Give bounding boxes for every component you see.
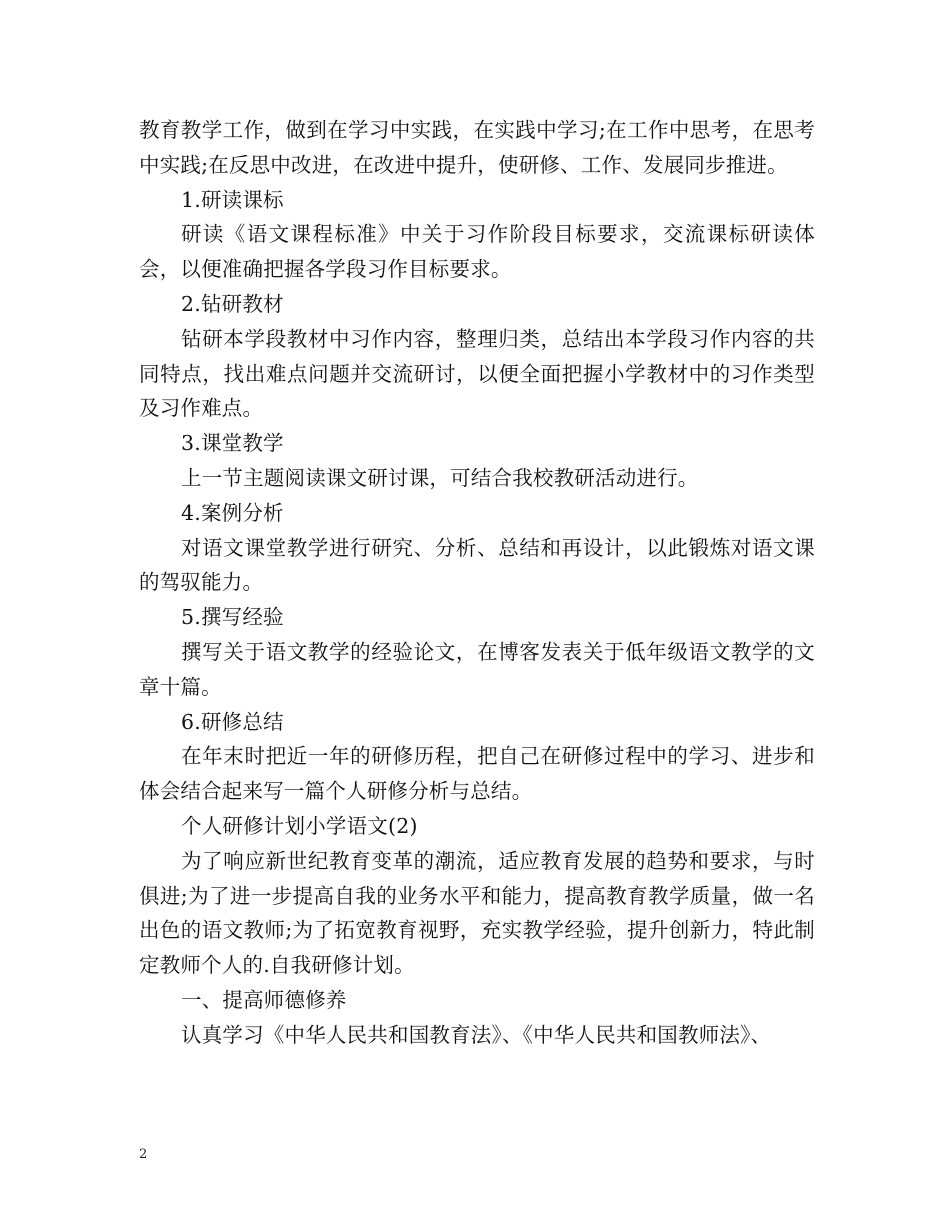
section-heading: 6.研修总结 [181,709,284,734]
paragraph: 对语文课堂教学进行研究、分析、总结和再设计，以此锻炼对语文课的驾驭能力。 [139,535,815,595]
document-title: 个人研修计划小学语文(2) [181,813,418,838]
paragraph: 上一节主题阅读课文研讨课，可结合我校教研活动进行。 [181,465,699,490]
paragraph: 钻研本学段教材中习作内容，整理归类，总结出本学段习作内容的共同特点，找出难点问题并交流研讨，以便全面把握小学教材中的习作类型及习作难点。 [139,326,815,421]
paragraph: 撰写关于语文教学的经验论文，在博客发表关于低年级语文教学的文章十篇。 [139,639,815,699]
page-number: 2 [139,1147,148,1162]
section-heading: 一、提高师德修养 [181,987,347,1012]
section-heading: 4.案例分析 [181,500,284,525]
section-heading: 2.钻研教材 [181,291,284,316]
section-heading: 5.撰写经验 [181,605,284,630]
section-heading: 3.课堂教学 [181,431,284,456]
section-heading: 1.研读课标 [181,187,284,212]
paragraph: 在年末时把近一年的研修历程，把自己在研修过程中的学习、进步和体会结合起来写一篇个人研修分析与总结。 [139,744,815,804]
paragraph: 研读《语文课程标准》中关于习作阶段目标要求，交流课标研读体会，以便准确把握各学段习作目标要求。 [139,222,815,282]
paragraph: 教育教学工作，做到在学习中实践，在实践中学习;在工作中思考，在思考中实践;在反思中改进，在改进中提升，使研修、工作、发展同步推进。 [139,118,815,177]
document-body [139,113,815,1053]
paragraph: 为了响应新世纪教育变革的潮流，适应教育发展的趋势和要求，与时俱进;为了进一步提高自我的业务水平和能力，提高教育教学质量，做一名出色的语文教师;为了拓宽教育视野，充实教学经验，提升创新力，特此制定教师个人的.自我研修计划。 [139,848,815,978]
paragraph: 认真学习《中华人民共和国教育法》、《中华人民共和国教师法》、 [181,1022,772,1047]
